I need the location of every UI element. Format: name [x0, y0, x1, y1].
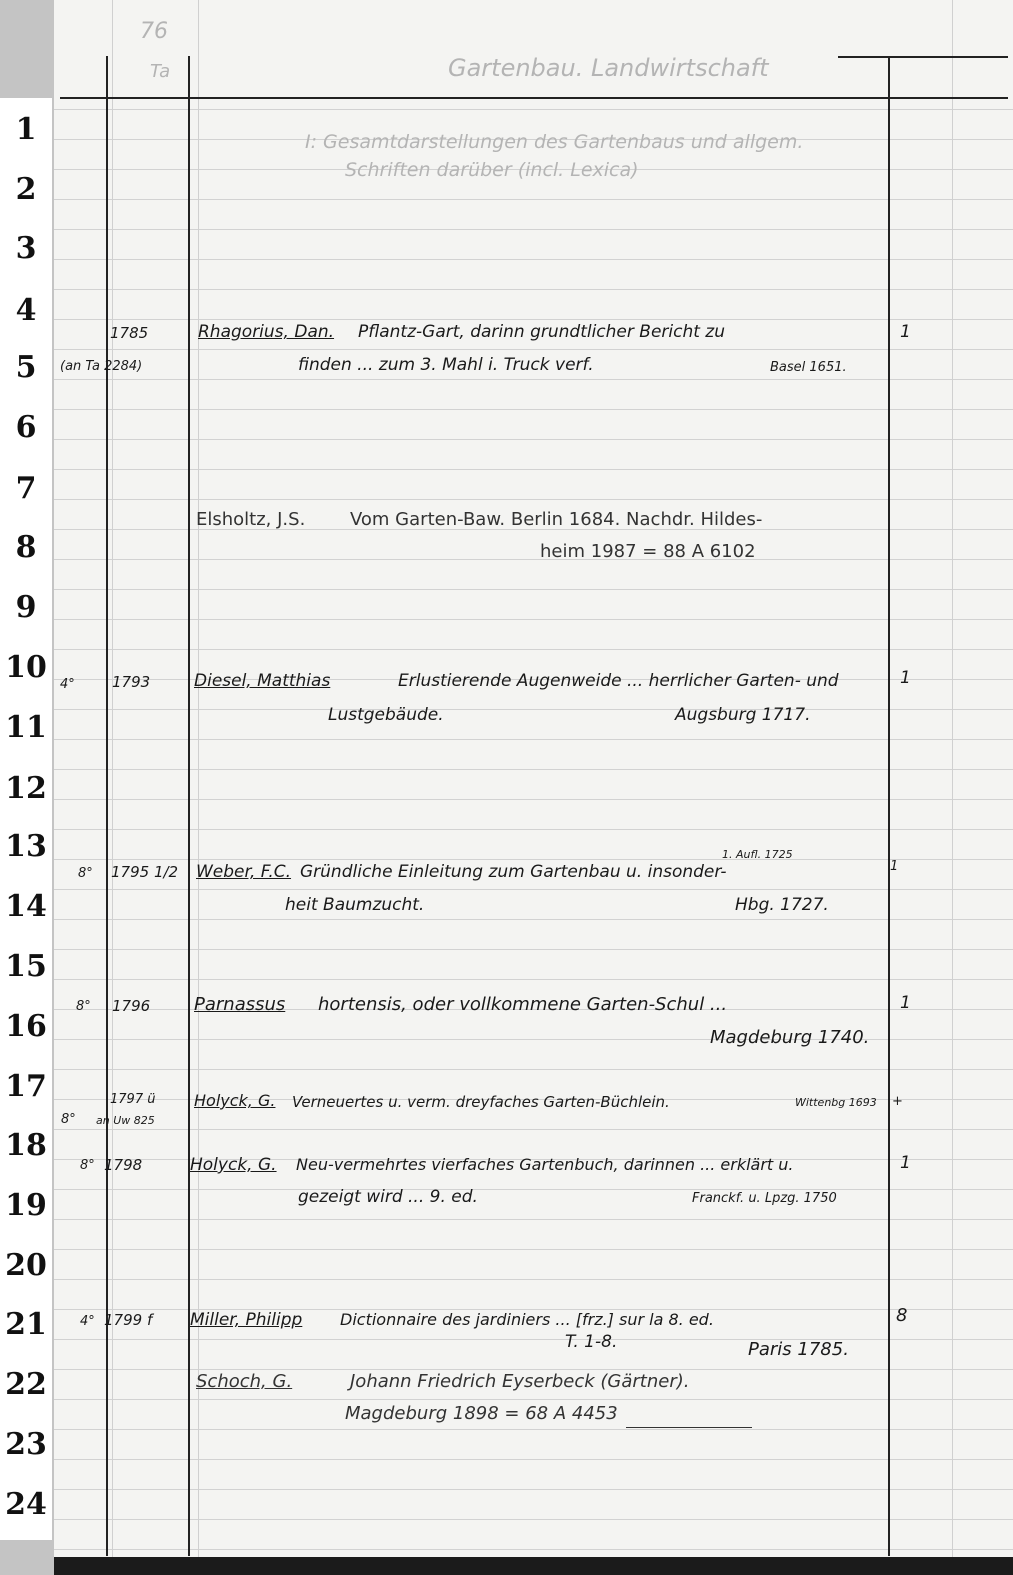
entry-number: 1798 — [104, 1156, 143, 1174]
entry-title: Erlustierende Augenweide ... herrlicher Garten- und — [398, 671, 839, 691]
entry-title: Lustgebäude. — [328, 705, 444, 725]
entry-title: Gründliche Einleitung zum Gartenbau u. insonder- — [300, 862, 727, 882]
scan-bottom-edge — [54, 1557, 1013, 1575]
column-line-copies — [888, 56, 890, 1556]
row-number: 24 — [5, 1487, 47, 1522]
column-line-number — [188, 56, 190, 1556]
row-number: 8 — [15, 530, 37, 565]
row-number: 9 — [15, 590, 37, 625]
row-number: 20 — [5, 1248, 47, 1283]
entry-copies: 1 — [900, 322, 911, 342]
entry-number: 1796 — [112, 997, 151, 1015]
entry-copies: 1 — [890, 859, 899, 874]
entry-copies: 1 — [900, 1153, 911, 1173]
entry-format: 8° — [76, 999, 91, 1014]
row-number: 15 — [5, 949, 47, 984]
row-number: 7 — [15, 471, 37, 506]
row-number: 4 — [15, 293, 37, 328]
entry-title: finden ... zum 3. Mahl i. Truck verf. — [298, 355, 594, 375]
entry-number: 1785 — [110, 324, 149, 342]
header-rule — [60, 97, 1008, 99]
entry-imprint: Magdeburg 1740. — [710, 1027, 870, 1048]
entry-title: hortensis, oder vollkommene Garten-Schul ... — [318, 994, 728, 1015]
row-number: 19 — [5, 1188, 47, 1223]
signature-underline — [626, 1427, 752, 1428]
entry-title: gezeigt wird ... 9. ed. — [298, 1187, 478, 1207]
row-number: 23 — [5, 1427, 47, 1462]
entry-author: Weber, F.C. — [196, 862, 292, 882]
entry-format: 8° — [78, 866, 93, 881]
entry-title: Verneuertes u. verm. dreyfaches Garten-Büchlein. — [292, 1093, 670, 1111]
faint-column-line — [112, 0, 113, 1575]
row-number: 1 — [15, 112, 37, 147]
entry-format: 8° — [80, 1158, 95, 1173]
entry-imprint: Paris 1785. — [748, 1339, 849, 1360]
column-code: Ta — [150, 61, 171, 82]
row-number: 22 — [5, 1367, 47, 1402]
entry-note: an Uw 825 — [96, 1114, 155, 1127]
faint-column-line — [952, 0, 953, 1575]
section-heading-line2: Schriften darüber (incl. Lexica) — [345, 159, 639, 181]
row-number: 2 — [15, 172, 37, 207]
row-number: 12 — [5, 771, 47, 806]
entry-title: Pflantz-Gart, darinn grundtlicher Bericht zu — [358, 322, 726, 342]
row-number: 17 — [5, 1069, 47, 1104]
entry-number: 1795 1/2 — [111, 863, 179, 881]
entry-imprint: Franckf. u. Lpzg. 1750 — [692, 1191, 837, 1206]
entry-format: 8° — [61, 1112, 76, 1127]
entry-title: Magdeburg 1898 = 68 A 4453 — [345, 1403, 618, 1424]
entry-title: Dictionnaire des jardiniers ... [frz.] sur la 8. ed. — [340, 1310, 714, 1329]
column-line-format — [106, 56, 108, 1556]
row-number: 10 — [5, 650, 47, 685]
entry-imprint: Wittenbg 1693 — [795, 1096, 877, 1109]
section-heading-line1: I: Gesamtdarstellungen des Gartenbaus und allgem. — [305, 131, 804, 153]
entry-author: Elsholtz, J.S. — [196, 509, 306, 530]
row-number: 18 — [5, 1128, 47, 1163]
entry-note: 1. Aufl. 1725 — [722, 848, 793, 861]
row-number: 14 — [5, 889, 47, 924]
entry-title: Vom Garten-Baw. Berlin 1684. Nachdr. Hildes- — [350, 509, 763, 530]
header-rule-top — [838, 56, 1008, 58]
row-number: 13 — [5, 829, 47, 864]
entry-author: Holyck, G. — [194, 1091, 276, 1110]
row-number: 6 — [15, 410, 37, 445]
entry-title: Johann Friedrich Eyserbeck (Gärtner). — [350, 1371, 690, 1392]
entry-format: 4° — [60, 677, 75, 692]
page-heading: Gartenbau. Landwirtschaft — [448, 54, 769, 82]
row-number: 11 — [5, 710, 47, 745]
entry-title: Neu-vermehrtes vierfaches Gartenbuch, darinnen ... erklärt u. — [296, 1155, 794, 1174]
entry-format: 4° — [80, 1314, 95, 1329]
entry-copies: 1 — [900, 668, 911, 688]
entry-copies: 1 — [900, 993, 911, 1013]
entry-title: heit Baumzucht. — [285, 895, 425, 915]
entry-number: 1797 ü — [110, 1092, 156, 1107]
entry-title: T. 1-8. — [565, 1332, 618, 1352]
entry-number: 1793 — [112, 673, 151, 691]
entry-title: heim 1987 = 88 A 6102 — [540, 541, 756, 562]
entry-author: Parnassus — [194, 994, 286, 1015]
faint-column-line — [198, 0, 199, 1575]
entry-author: Schoch, G. — [196, 1371, 293, 1392]
entry-imprint: Augsburg 1717. — [675, 705, 811, 725]
entry-imprint: Basel 1651. — [770, 360, 847, 375]
entry-author: Diesel, Matthias — [194, 671, 331, 691]
entry-imprint: Hbg. 1727. — [735, 895, 829, 915]
row-number: 5 — [15, 350, 37, 385]
entry-copies: + — [892, 1094, 903, 1109]
row-number: 16 — [5, 1009, 47, 1044]
entry-author: Rhagorius, Dan. — [198, 322, 335, 342]
row-number: 3 — [15, 231, 37, 266]
entry-author: Miller, Philipp — [190, 1310, 303, 1330]
entry-copies: 8 — [896, 1305, 908, 1326]
row-number: 21 — [5, 1307, 47, 1342]
entry-number: 1799 f — [104, 1311, 153, 1329]
entry-author: Holyck, G. — [190, 1155, 277, 1175]
corner-mark: 76 — [140, 19, 168, 44]
entry-note: (an Ta 2284) — [60, 359, 143, 374]
